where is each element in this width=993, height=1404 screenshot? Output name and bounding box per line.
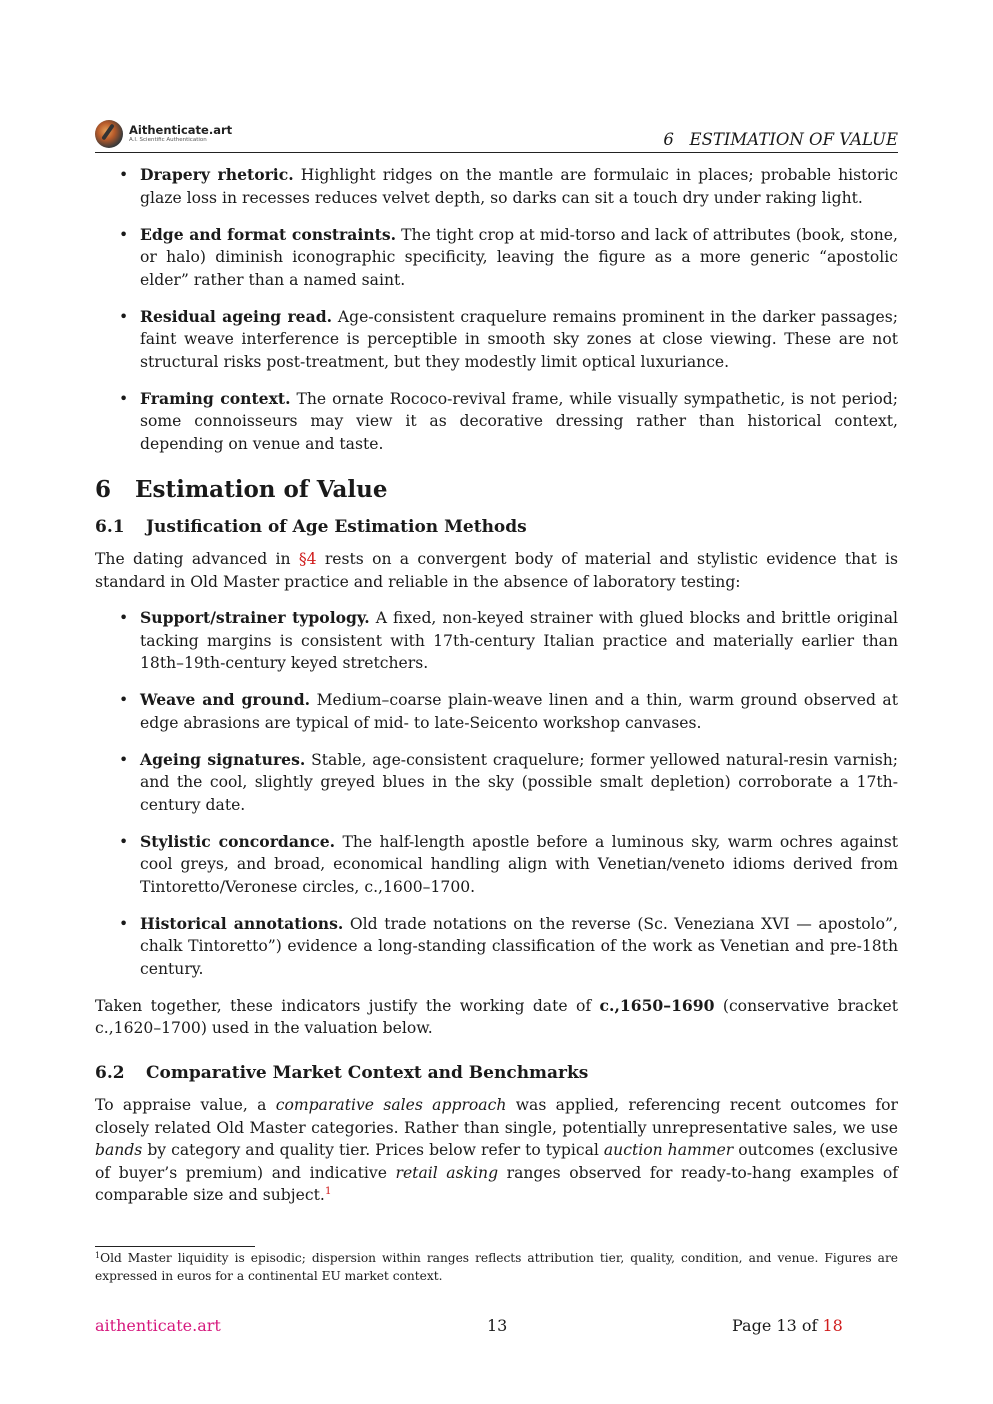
list-item: • Stylistic concordance. The half-length apostle before a luminous sky, warm ochres against cool greys, and broad, economical handling align with Venetian/veneto idioms derived from Tintoretto/Veronese circles, c.,1600–1700.	[119, 831, 898, 896]
section-4-link[interactable]: §4	[298, 550, 317, 568]
list-item: • Framing context. The ornate Rococo-revival frame, while visually sympathetic, is not period; some connoisseurs may view it as decorative dressing rather than historical context, depending on venue and taste.	[119, 388, 898, 453]
list-item: • Historical annotations. Old trade notations on the reverse (Sc. Veneziana XVI — apostolo”, chalk Tintoretto”) evidence a long-standing classification of the work as Venetian and pre-18th century.	[119, 913, 898, 978]
logo-tagline: A.I. Scientific Authentication	[129, 137, 207, 143]
logo-brush-icon	[95, 120, 123, 148]
brand-logo	[95, 120, 232, 148]
footer-site-link[interactable]: aithenticate.art	[95, 1316, 221, 1335]
subsection-heading-6-2: 6.2 Comparative Market Context and Benchmarks	[95, 1062, 589, 1083]
footnote-marker-link[interactable]: 1	[324, 1185, 332, 1197]
main-content	[95, 164, 898, 1207]
logo-name: Aithenticate.art	[129, 122, 233, 137]
list-item: • Ageing signatures. Stable, age-consistent craquelure; former yellowed natural-resin varnish; and the cool, slightly greyed blues in the sky (possible smalt depletion) corroborate a 17th-century date.	[119, 749, 898, 814]
market-context-paragraph: To appraise value, a comparative sales approach was applied, referencing recent outcomes for closely related Old Master categories. Rather than single, potentially unrepresentative sales, we use bands by category and quality tier. Prices below refer to typical auction hammer outcomes (exclusive of buyer’s premium) and indicative retail asking ranges observed for ready-to-hang examples of comparable size and subject.$^1$	[95, 1096, 898, 1204]
list-item: • Weave and ground. Medium–coarse plain-weave linen and a thin, warm ground observed at edge abrasions are typical of mid- to late-Seicento workshop canvases.	[119, 690, 898, 732]
running-title: 6 ESTIMATION OF VALUE	[663, 130, 898, 149]
dating-intro: The dating advanced in §4 rests on a convergent body of material and stylistic evidence that is standard in Old Master practice and reliable in the absence of laboratory testing:	[95, 550, 898, 591]
footnote-1: $^1$Old Master liquidity is episodic; dispersion within ranges reflects attribution tier, quality, condition, and venue. Figures are expressed in euros for a continental EU market context.	[95, 1251, 898, 1283]
footer-page-number: 13	[487, 1316, 508, 1335]
subsection-heading-6-1: 6.1 Justification of Age Estimation Methods	[95, 516, 527, 537]
list-item: • Support/strainer typology. A fixed, non-keyed strainer with glued blocks and brittle original tacking margins is consistent with 17th-century Italian practice and materially earlier than 18th–19th-century keyed stretchers.	[119, 608, 898, 672]
section-heading: 6 Estimation of Value	[95, 476, 388, 503]
list-item: • Edge and format constraints. The tight crop at mid-torso and lack of attributes (book, stone, or halo) diminish iconographic specificity, leaving the figure as a more generic “apostolic elder” rather than a named saint.	[119, 224, 898, 289]
list-item: • Residual ageing read. Age-consistent craquelure remains prominent in the darker passages; faint weave interference is perceptible in smooth sky zones at close viewing. These are not structural risks post-treatment, but they modestly limit optical luxuriance.	[119, 306, 898, 371]
dating-evidence-list	[95, 607, 898, 980]
top-bullet-list	[95, 164, 898, 455]
footnote-rule	[95, 1246, 255, 1247]
dating-conclusion: Taken together, these indicators justify the working date of c.,1650–1690 (conservative bracket c.,1620–1700) used in the valuation below.	[95, 995, 898, 1037]
page-header	[95, 118, 898, 153]
footer-page-count: Page 13 of 18	[732, 1316, 843, 1335]
list-item: • Drapery rhetoric. Highlight ridges on the mantle are formulaic in places; probable historic glaze loss in recesses reduces velvet depth, so darks can sit a touch dry under raking light.	[119, 165, 898, 207]
footnotes	[95, 1246, 898, 1285]
